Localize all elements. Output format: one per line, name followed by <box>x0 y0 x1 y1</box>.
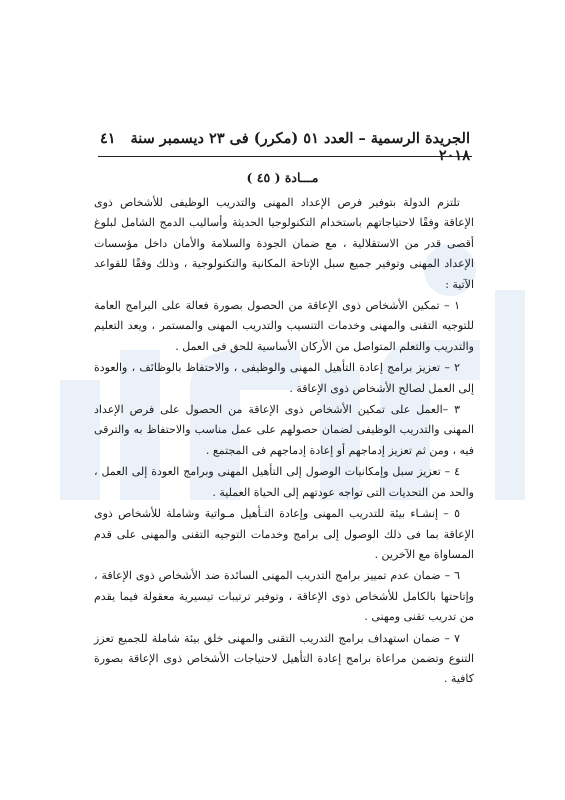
page-number: ٤١ <box>100 130 116 147</box>
header-title: الجريدة الرسمية – العدد ٥١ (مكرر) فى ٢٣ ديسمبر سنة ٢٠١٨ <box>130 130 470 164</box>
article-item: ١ – تمكين الأشخاص ذوى الإعاقة من الحصول بصورة فعالة على البرامج العامة للتوجيه التقنى والمهنى وخدمات التنسيب والتدريب المهنى والمستمر ، ويعد التعليم والتدريب والتعلم المتواصل من الأركان الأساسية للحق فى العمل . <box>94 299 474 353</box>
article-item: ٤ – تعزيز سبل وإمكانيات الوصول إلى التأهيل المهنى وبرامج العودة إلى العمل ، والحد من التحديات التى تواجه عودتهم إلى الحياة العملية . <box>94 465 474 499</box>
page-header <box>100 130 470 164</box>
header-divider <box>98 156 472 157</box>
article-item: ٧ – ضمان استهداف برامج التدريب التقنى والمهنى خلق بيئة شاملة للجميع تعزز التنوع وتضمن مراعاة برامج إعادة التأهيل لاحتياجات الأشخاص ذوى الإعاقة بصورة كافية . <box>94 631 474 686</box>
article-body <box>94 193 474 690</box>
article-item: ٦ – ضمان عدم تمييز برامج التدريب المهنى السائدة ضد الأشخاص ذوى الإعاقة ، وإتاحتها بالكامل للأشخاص ذوى الإعاقة ، وتوفير ترتيبات تيسيرية معقولة فيما يقدم من تدريب تقنى ومهنى . <box>94 569 474 624</box>
article-item: ٢ – تعزيز برامج إعادة التأهيل المهنى والوظيفى ، والاحتفاظ بالوظائف ، والعودة إلى العمل لصالح الأشخاص ذوى الإعاقة . <box>94 361 474 395</box>
article-intro: تلتزم الدولة بتوفير فرص الإعداد المهنى والتدريب الوظيفى للأشخاص ذوى الإعاقة وفقًا لاحتياجاتهم باستخدام التكنولوجيا الحديثة وأساليب الدمج الشامل لبلوغ أقصى قدر من الاستقلالية ، مع ضمان الجودة والسلامة والأمان داخل مؤسسات الإعداد المهنى وتوفير جميع سبل الإتاحة المكانية والتكنولوجية ، وذلك وفقًا للقواعد الآتية : <box>94 196 474 291</box>
article-title: مـــادة ( ٤٥ ) <box>246 170 319 185</box>
article-item: ٥ – إنشـاء بيئة للتدريب المهنى وإعادة التـأهيل مـواتية وشاملة للأشخاص ذوى الإعاقة بما فى ذلك الوصول إلى برامج وخدمات التوجيه التقنى والمهنى على قدم المساواة مع الآخرين . <box>94 507 474 561</box>
article-item: ٣ –العمل على تمكين الأشخاص ذوى الإعاقة من الحصول على فرص الإعداد المهنى والتدريب الوظيفى لضمان حصولهم على عمل مناسب والاحتفاظ به والترقى فيه ، ومن ثم تعزيز إدماجهم أو إعادة إدماجهم فى المجتمع . <box>94 403 474 457</box>
